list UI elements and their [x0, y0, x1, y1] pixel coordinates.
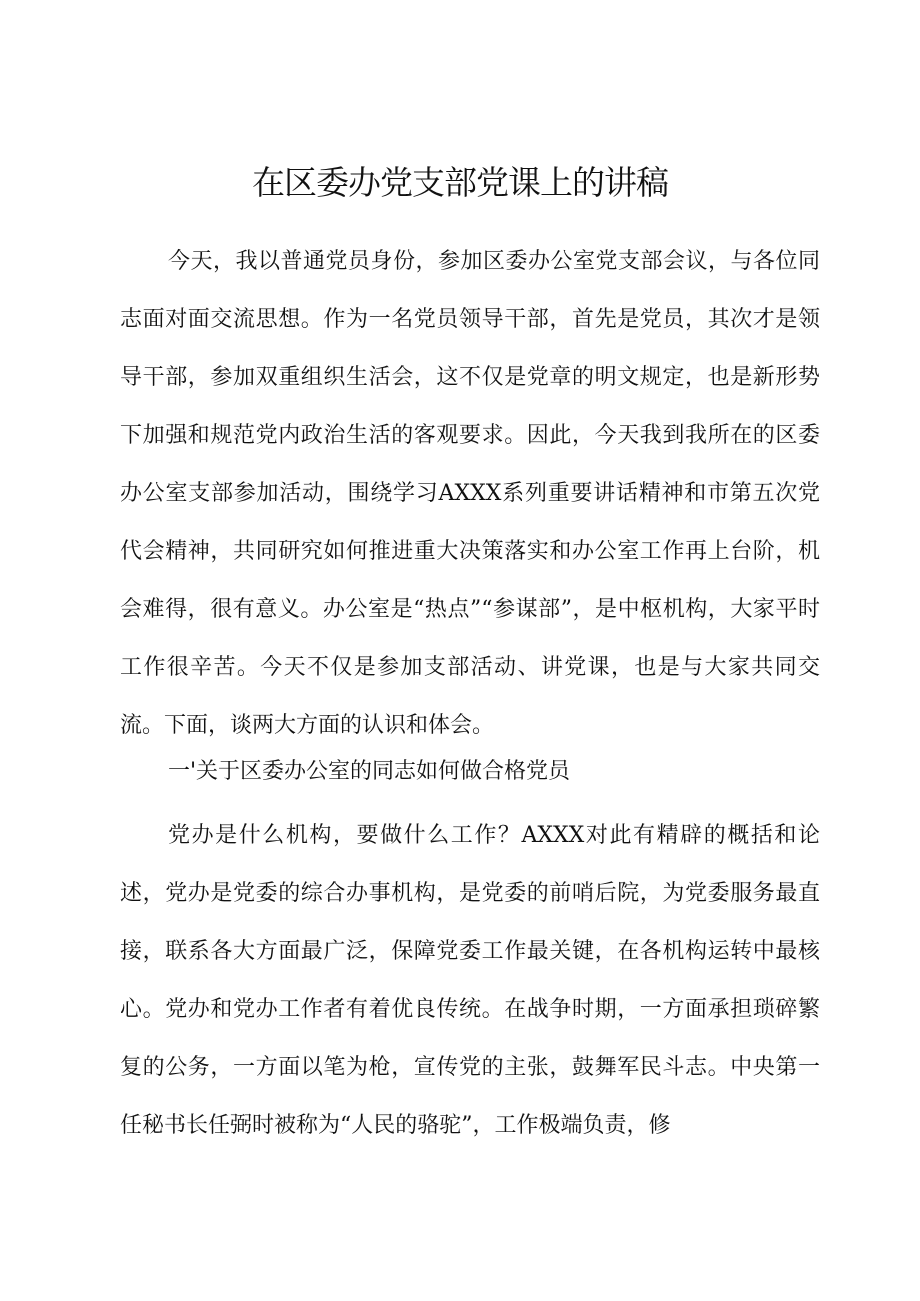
section-heading: 一'关于区委办公室的同志如何做合格党员 [168, 759, 571, 784]
paragraph-body: 党办是什么机构，要做什么工作？AXXX对此有精辟的概括和论述，党办是党委的综合办事机构，是党委的前哨后院，为党委服务最直接，联系各大方面最广泛，保障党委工作最关键，在各机构运转中最核心。党办和党办工作者有着优良传统。在战争时期，一方面承担琐碎繁复的公务，一方面以笔为枪，宣传党的主张，鼓舞军民斗志。中央第一任秘书长任弼时被称为“人民的骆驼”，工作极端负责，修 [120, 823, 820, 1138]
document-title: 在区委办党支部党课上的讲稿 [252, 163, 668, 202]
paragraph-intro: 今天，我以普通党员身份，参加区委办公室党支部会议，与各位同志面对面交流思想。作为一名党员领导干部，首先是党员，其次才是领导干部，参加双重组织生活会，这不仅是党章的明文规定，也是新形势下加强和规范党内政治生活的客观要求。因此，今天我到我所在的区委办公室支部参加活动，围绕学习AXXX系列重要讲话精神和市第五次党代会精神，共同研究如何推进重大决策落实和办公室工作再上台阶，机会难得，很有意义。办公室是“热点”“参谋部”，是中枢机构，大家平时工作很辛苦。今天不仅是参加支部活动、讲党课，也是与大家共同交流。下面，谈两大方面的认识和体会。 [120, 249, 820, 738]
